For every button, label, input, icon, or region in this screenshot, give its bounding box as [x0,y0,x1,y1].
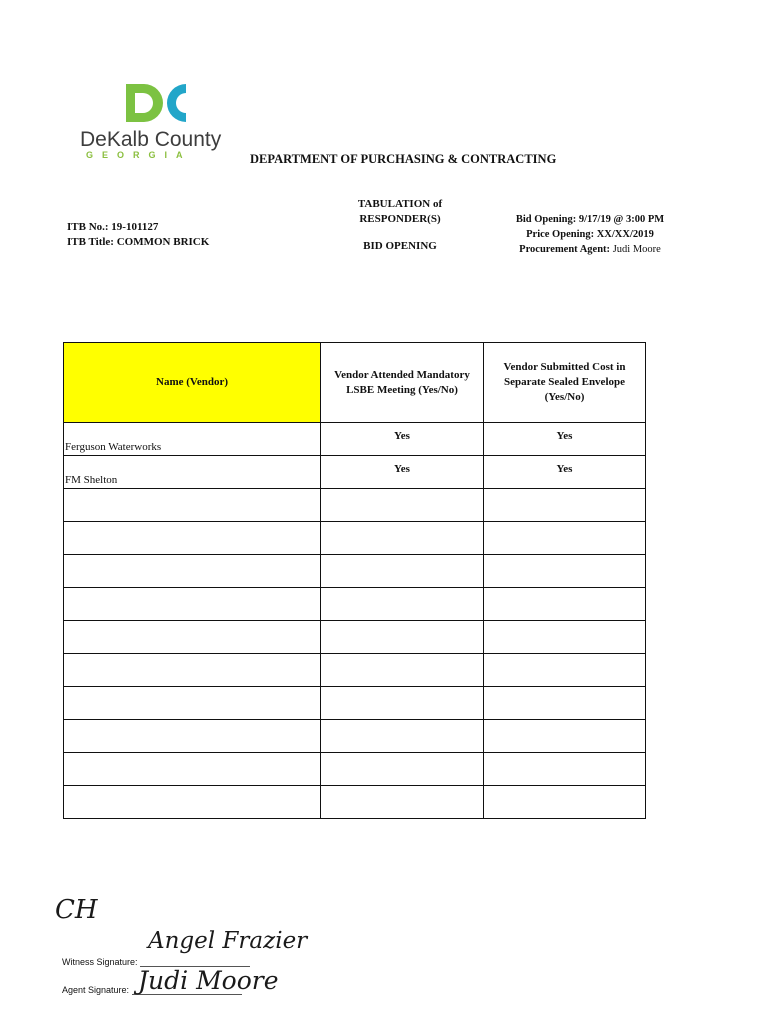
tabulation-title [340,197,460,227]
vendor-name-cell: FM Shelton [64,456,321,489]
vendor-name-cell [64,687,321,720]
table-row [64,555,646,588]
tabulation-line-1: TABULATION of [357,198,443,210]
lsbe-cell [321,588,484,621]
envelope-cell [484,753,646,786]
handwritten-initials: CH [55,895,98,925]
bid-opening-label: BID OPENING [363,240,437,252]
header-vendor-name: Name (Vendor) [64,343,321,423]
lsbe-cell [321,687,484,720]
table-row [64,687,646,720]
table-header-row [64,343,646,423]
logo-state-name: GEORGIA [86,150,192,160]
lsbe-cell [321,621,484,654]
procurement-agent-name: Judi Moore [612,244,661,255]
lsbe-cell [321,654,484,687]
envelope-cell [484,522,646,555]
vendor-name-cell: Ferguson Waterworks [64,423,321,456]
itb-info [67,220,209,250]
table-row [64,720,646,753]
price-opening-date: Price Opening: XX/XX/2019 [526,229,654,240]
vendor-name-cell [64,654,321,687]
lsbe-cell: Yes [321,456,484,489]
header-lsbe-meeting: Vendor Attended Mandatory LSBE Meeting (Yes/No) [321,343,484,423]
tabulation-table [63,342,646,819]
vendor-name-cell [64,555,321,588]
table-row [64,654,646,687]
table-row [64,786,646,819]
bid-opening-date: Bid Opening: 9/17/19 @ 3:00 PM [515,214,665,225]
table-row [64,621,646,654]
vendor-name-cell [64,489,321,522]
department-title: DEPARTMENT OF PURCHASING & CONTRACTING [250,152,557,166]
envelope-cell [484,588,646,621]
table-row [64,588,646,621]
itb-number: ITB No.: 19-101127 [67,221,159,233]
header-sealed-envelope: Vendor Submitted Cost in Separate Sealed Envelope (Yes/No) [484,343,646,423]
lsbe-cell: Yes [321,423,484,456]
vendor-name-cell [64,621,321,654]
table-row [64,423,646,456]
vendor-name-cell [64,720,321,753]
envelope-cell [484,621,646,654]
table-row [64,489,646,522]
lsbe-cell [321,753,484,786]
vendor-name-cell [64,786,321,819]
envelope-cell [484,489,646,522]
lsbe-cell [321,786,484,819]
envelope-cell [484,555,646,588]
procurement-agent-label: Procurement Agent: [519,244,611,255]
envelope-cell: Yes [484,456,646,489]
logo-county-name: DeKalb County [80,128,222,151]
procurement-agent [495,242,685,257]
vendor-name-cell [64,753,321,786]
lsbe-cell [321,522,484,555]
lsbe-cell [321,555,484,588]
itb-title: ITB Title: COMMON BRICK [67,236,210,248]
envelope-cell [484,720,646,753]
envelope-cell [484,786,646,819]
table-row [64,753,646,786]
dc-logo-mark [124,80,234,126]
witness-signature-label: Witness Signature: [62,957,138,967]
vendor-name-cell [64,588,321,621]
vendor-name-cell [64,522,321,555]
agent-signature-label: Agent Signature: [62,985,130,995]
table-row [64,456,646,489]
agent-signature: Judi Moore [138,966,279,995]
envelope-cell [484,687,646,720]
lsbe-cell [321,720,484,753]
bid-info [495,212,685,257]
lsbe-cell [321,489,484,522]
witness-signature: Angel Frazier [148,928,308,954]
tabulation-line-2: RESPONDER(S) [359,213,441,225]
table-row [64,522,646,555]
envelope-cell: Yes [484,423,646,456]
envelope-cell [484,654,646,687]
